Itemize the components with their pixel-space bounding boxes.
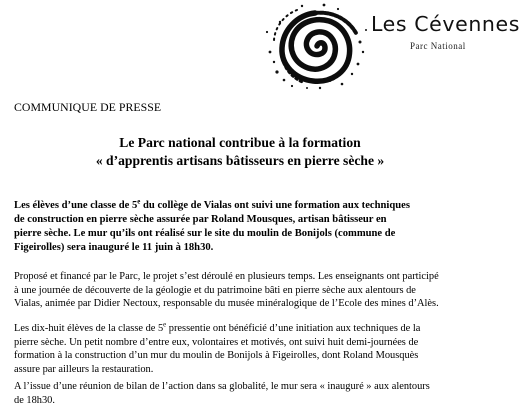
headline-line-1: Le Parc national contribue à la formation — [119, 135, 361, 150]
lead-line-2: de construction en pierre sèche assurée par Roland Mousques, artisan bâtisseur en — [14, 214, 387, 225]
p1-line-1: Proposé et financé par le Parc, le projet s’est déroulé en plusieurs temps. Les enseignants ont participé — [14, 271, 439, 282]
lead-line-1 — [14, 199, 470, 213]
spiral-logo-icon — [262, 2, 372, 90]
headline-line-2: « d’apprentis artisans bâtisseurs en pierre sèche » — [95, 153, 385, 168]
logo-tagline: Parc National — [410, 41, 466, 51]
lead-line-1-end: du collège de Vialas ont suivi une formation aux techniques — [140, 200, 410, 211]
p2-line-3: formation à la construction d’un mur du moulin de Bonijols à Figeirolles, dont Roland Mousquès — [14, 350, 419, 362]
lead-superscript: e — [137, 198, 141, 206]
body-paragraph-1 — [14, 270, 470, 311]
p1-line-3: Vialas, animée par Didier Nectoux, responsable du musée minéralogique de l’Ecole des mines d’Alès. — [14, 298, 439, 310]
p1-line-2: à une journée de découverte de la géologie et du patrimoine bâti en pierre sèche aux alentours de — [14, 284, 416, 296]
document-label: COMMUNIQUE DE PRESSE — [14, 100, 162, 114]
body-paragraph-2 — [14, 322, 470, 376]
logo-brand-text: Les Cévennes — [371, 12, 520, 36]
lead-line-3: pierre sèche. Le mur qu’ils ont réalisé sur le site du moulin de Bonijols (commune de — [14, 228, 396, 239]
body-paragraph-3 — [14, 380, 470, 407]
p2-line-4: assure par ailleurs la restauration. — [14, 363, 154, 375]
lead-paragraph — [14, 199, 470, 255]
p2-line-1 — [14, 322, 470, 336]
p3-line-1: A l’issue d’une réunion de bilan de l’action dans sa globalité, le mur sera « inauguré » aux alentours — [14, 381, 430, 392]
headline — [0, 134, 480, 170]
p2-line-1-end: pressentie ont bénéficié d’une initiation aux techniques de la — [166, 323, 421, 334]
parc-logo — [262, 2, 520, 90]
p2-line-1-start: Les dix-huit élèves de la classe de 5 — [14, 323, 164, 334]
p2-line-2: pierre sèche. Un petit nombre d’entre eux, volontaires et motivés, ont suivi huit demi-journées de — [14, 336, 419, 348]
p3-line-2: de 18h30. — [14, 394, 55, 406]
lead-line-4: Figeirolles) sera inauguré le 11 juin à 18h30. — [14, 242, 214, 253]
lead-line-1-start: Les élèves d’une classe de 5 — [14, 200, 138, 211]
p2-superscript: e — [163, 321, 167, 329]
